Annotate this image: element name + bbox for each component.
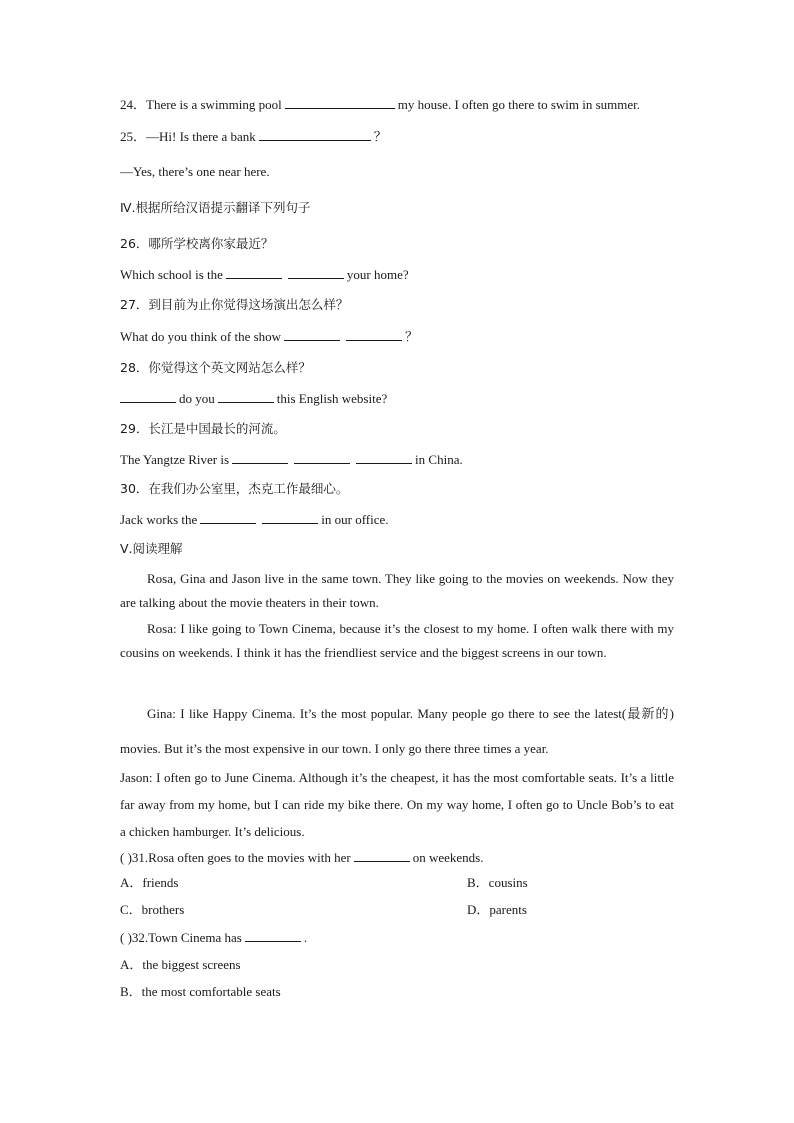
- question-24: [120, 97, 640, 113]
- q26-text-after: your home?: [346, 267, 409, 282]
- q30-text-after: in our office.: [321, 512, 389, 527]
- q31-option-b[interactable]: B．cousins: [467, 875, 528, 890]
- q32-stem-before: ( )32.Town Cinema has: [120, 930, 242, 945]
- passage-paragraph-rosa: Rosa: I like going to Town Cinema, because it’s the closest to my home. I often walk there with my cousins on weekends. I think it has the friendliest service and the biggest screens in our town.: [120, 621, 674, 660]
- q28-text-middle: do you: [179, 391, 215, 406]
- q29-chinese: 29．长江是中国最长的河流。: [120, 421, 286, 436]
- q29-blank-2[interactable]: [294, 452, 350, 464]
- q30-text-before: Jack works the: [120, 512, 198, 527]
- q30-blank-2[interactable]: [262, 512, 318, 524]
- q26-chinese: 26．哪所学校离你家最近？: [120, 236, 274, 251]
- q29-blank-3[interactable]: [356, 452, 412, 464]
- q31-option-c[interactable]: C．brothers: [120, 902, 185, 917]
- q27-blank-2[interactable]: [346, 329, 402, 341]
- question-31: [120, 850, 483, 866]
- question-27: [120, 329, 418, 345]
- q24-text-before: 24．There is a swimming pool: [120, 97, 282, 112]
- question-29: [120, 452, 463, 468]
- q27-blank-1[interactable]: [284, 329, 340, 341]
- question-25: [120, 129, 387, 145]
- q28-blank-1[interactable]: [120, 391, 176, 403]
- q25-text-after: ？: [373, 129, 387, 144]
- question-32: [120, 930, 307, 946]
- q32-option-b[interactable]: B．the most comfortable seats: [120, 984, 281, 999]
- q31-option-d[interactable]: D．parents: [467, 902, 527, 917]
- q27-text-after: ？: [405, 329, 419, 344]
- q31-option-a[interactable]: A．friends: [120, 875, 179, 890]
- q31-stem-after: on weekends.: [412, 850, 484, 865]
- question-26: [120, 267, 409, 283]
- q31-stem-before: ( )31.Rosa often goes to the movies with her: [120, 850, 351, 865]
- q32-option-a[interactable]: A．the biggest screens: [120, 957, 241, 972]
- q29-text-after: in China.: [415, 452, 463, 467]
- q27-chinese: 27．到目前为止你觉得这场演出怎么样？: [120, 297, 349, 312]
- q29-text-before: The Yangtze River is: [120, 452, 230, 467]
- passage-paragraph-jason: Jason: I often go to June Cinema. Although it’s the cheapest, it has the most comfortable seats. It’s a little far away from my home, but I can ride my bike there. On my way home, I often go to Uncle Bob’s to eat a chicken hamburger. It’s delicious.: [120, 770, 674, 839]
- q26-blank-1[interactable]: [226, 267, 282, 279]
- q25-text-before: 25．—Hi! Is there a bank: [120, 129, 256, 144]
- q25-blank[interactable]: [259, 129, 371, 141]
- q32-blank[interactable]: [245, 930, 301, 942]
- question-30: [120, 512, 389, 528]
- q26-blank-2[interactable]: [288, 267, 344, 279]
- passage-paragraph-1: Rosa, Gina and Jason live in the same town. They like going to the movies on weekends. Now they are talking about the movie theaters in their town.: [120, 571, 674, 610]
- q28-blank-2[interactable]: [218, 391, 274, 403]
- q26-text-before: Which school is the: [120, 267, 223, 282]
- q24-blank[interactable]: [285, 97, 395, 109]
- q25-reply: —Yes, there’s one near here.: [120, 164, 270, 179]
- section-4-heading: Ⅳ.根据所给汉语提示翻译下列句子: [120, 200, 311, 215]
- q30-chinese: 30．在我们办公室里，杰克工作最细心。: [120, 481, 349, 496]
- q24-text-after: my house. I often go there to swim in summer.: [397, 97, 641, 112]
- q30-blank-1[interactable]: [200, 512, 256, 524]
- q31-blank[interactable]: [354, 850, 410, 862]
- question-28: [120, 391, 387, 407]
- passage-paragraph-gina: Gina: I like Happy Cinema. It’s the most popular. Many people go there to see the latest(最新的) movies. But it’s the most expensive in our town. I only go there three times a year.: [120, 706, 674, 756]
- q28-chinese: 28．你觉得这个英文网站怎么样？: [120, 360, 311, 375]
- section-5-heading: Ⅴ.阅读理解: [120, 541, 183, 556]
- q28-text-after: this English website?: [276, 391, 388, 406]
- q29-blank-1[interactable]: [232, 452, 288, 464]
- q32-stem-after: .: [303, 930, 308, 945]
- q27-text-before: What do you think of the show: [120, 329, 282, 344]
